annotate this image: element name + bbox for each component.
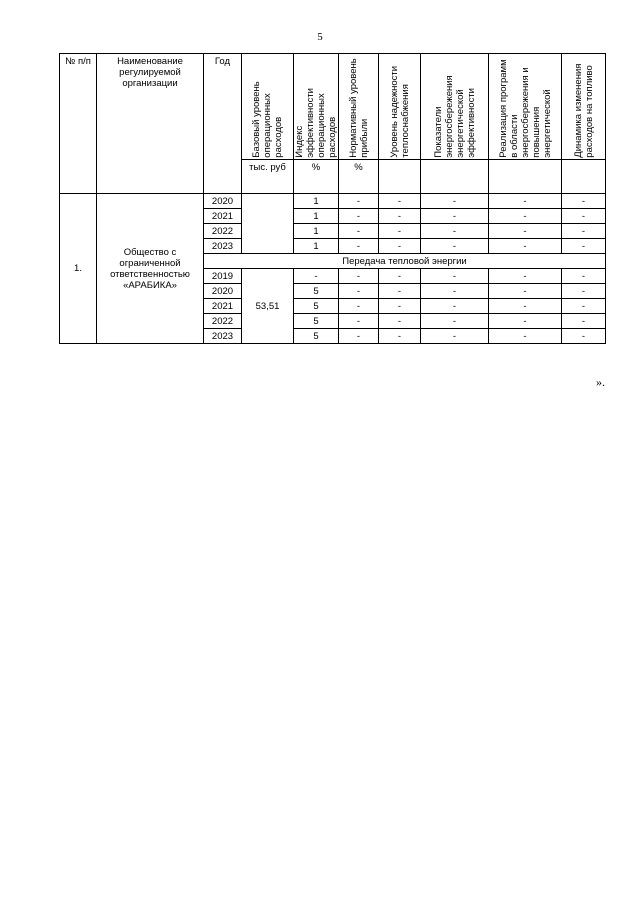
header-programs: Реализация программ в области энергосбережения и повышения энергетической bbox=[489, 54, 562, 160]
org-name: Общество с ограниченной ответственностью «АРАБИКА» bbox=[97, 194, 204, 344]
reliability-cell: - bbox=[379, 239, 421, 254]
fuel-cell: - bbox=[562, 329, 606, 344]
year-cell: 2019 bbox=[204, 269, 242, 284]
index-cell: - bbox=[294, 269, 339, 284]
header-fuel: Динамика изменения расходов на топливо bbox=[562, 54, 606, 160]
tariff-table bbox=[59, 53, 606, 344]
header-index: Индекс эффективности операционных расходов bbox=[294, 54, 339, 160]
header-profit: Нормативный уровень прибыли bbox=[339, 54, 379, 160]
index-cell: 1 bbox=[294, 239, 339, 254]
profit-cell: - bbox=[339, 329, 379, 344]
unit-profit: % bbox=[339, 159, 379, 193]
reliability-cell: - bbox=[379, 194, 421, 209]
year-cell: 2023 bbox=[204, 239, 242, 254]
base-level-empty bbox=[242, 194, 294, 254]
unit-reliability bbox=[379, 159, 421, 193]
profit-cell: - bbox=[339, 269, 379, 284]
fuel-cell: - bbox=[562, 194, 606, 209]
section-title: Передача тепловой энергии bbox=[204, 254, 606, 269]
fuel-cell: - bbox=[562, 209, 606, 224]
profit-cell: - bbox=[339, 314, 379, 329]
profit-cell: - bbox=[339, 284, 379, 299]
programs-cell: - bbox=[489, 209, 562, 224]
fuel-cell: - bbox=[562, 224, 606, 239]
fuel-cell: - bbox=[562, 239, 606, 254]
unit-index: % bbox=[294, 159, 339, 193]
year-cell: 2021 bbox=[204, 209, 242, 224]
org-number: 1. bbox=[60, 194, 97, 344]
programs-cell: - bbox=[489, 329, 562, 344]
header-base: Базовый уровень операционных расходов bbox=[242, 54, 294, 160]
profit-cell: - bbox=[339, 299, 379, 314]
reliability-cell: - bbox=[379, 314, 421, 329]
unit-programs bbox=[489, 159, 562, 193]
energy-cell: - bbox=[421, 299, 489, 314]
index-cell: 1 bbox=[294, 209, 339, 224]
closing-quote: ». bbox=[596, 375, 605, 389]
header-year: Год bbox=[204, 54, 242, 194]
header-row bbox=[60, 54, 606, 160]
year-cell: 2020 bbox=[204, 194, 242, 209]
programs-cell: - bbox=[489, 269, 562, 284]
year-cell: 2020 bbox=[204, 284, 242, 299]
year-cell: 2022 bbox=[204, 224, 242, 239]
programs-cell: - bbox=[489, 239, 562, 254]
energy-cell: - bbox=[421, 314, 489, 329]
profit-cell: - bbox=[339, 224, 379, 239]
table-row bbox=[60, 194, 606, 209]
energy-cell: - bbox=[421, 209, 489, 224]
energy-cell: - bbox=[421, 329, 489, 344]
unit-energy bbox=[421, 159, 489, 193]
base-level-value: 53,51 bbox=[242, 269, 294, 344]
index-cell: 5 bbox=[294, 314, 339, 329]
energy-cell: - bbox=[421, 284, 489, 299]
programs-cell: - bbox=[489, 224, 562, 239]
unit-fuel bbox=[562, 159, 606, 193]
index-cell: 5 bbox=[294, 329, 339, 344]
profit-cell: - bbox=[339, 239, 379, 254]
programs-cell: - bbox=[489, 314, 562, 329]
programs-cell: - bbox=[489, 299, 562, 314]
year-cell: 2021 bbox=[204, 299, 242, 314]
profit-cell: - bbox=[339, 194, 379, 209]
energy-cell: - bbox=[421, 269, 489, 284]
reliability-cell: - bbox=[379, 209, 421, 224]
index-cell: 5 bbox=[294, 299, 339, 314]
energy-cell: - bbox=[421, 194, 489, 209]
energy-cell: - bbox=[421, 224, 489, 239]
fuel-cell: - bbox=[562, 284, 606, 299]
reliability-cell: - bbox=[379, 299, 421, 314]
year-cell: 2023 bbox=[204, 329, 242, 344]
fuel-cell: - bbox=[562, 269, 606, 284]
fuel-cell: - bbox=[562, 314, 606, 329]
header-reliability: Уровень надежности теплоснабжения bbox=[379, 54, 421, 160]
reliability-cell: - bbox=[379, 329, 421, 344]
index-cell: 1 bbox=[294, 224, 339, 239]
page-number: 5 bbox=[317, 31, 323, 43]
energy-cell: - bbox=[421, 239, 489, 254]
profit-cell: - bbox=[339, 209, 379, 224]
programs-cell: - bbox=[489, 284, 562, 299]
header-num: № п/п bbox=[60, 54, 97, 194]
reliability-cell: - bbox=[379, 284, 421, 299]
unit-base: тыс. руб bbox=[242, 159, 294, 193]
header-name: Наименование регулируемой организации bbox=[97, 54, 204, 194]
year-cell: 2022 bbox=[204, 314, 242, 329]
index-cell: 1 bbox=[294, 194, 339, 209]
reliability-cell: - bbox=[379, 269, 421, 284]
programs-cell: - bbox=[489, 194, 562, 209]
fuel-cell: - bbox=[562, 299, 606, 314]
index-cell: 5 bbox=[294, 284, 339, 299]
reliability-cell: - bbox=[379, 224, 421, 239]
header-energy: Показатели энергосбережения энергетической эффективности bbox=[421, 54, 489, 160]
